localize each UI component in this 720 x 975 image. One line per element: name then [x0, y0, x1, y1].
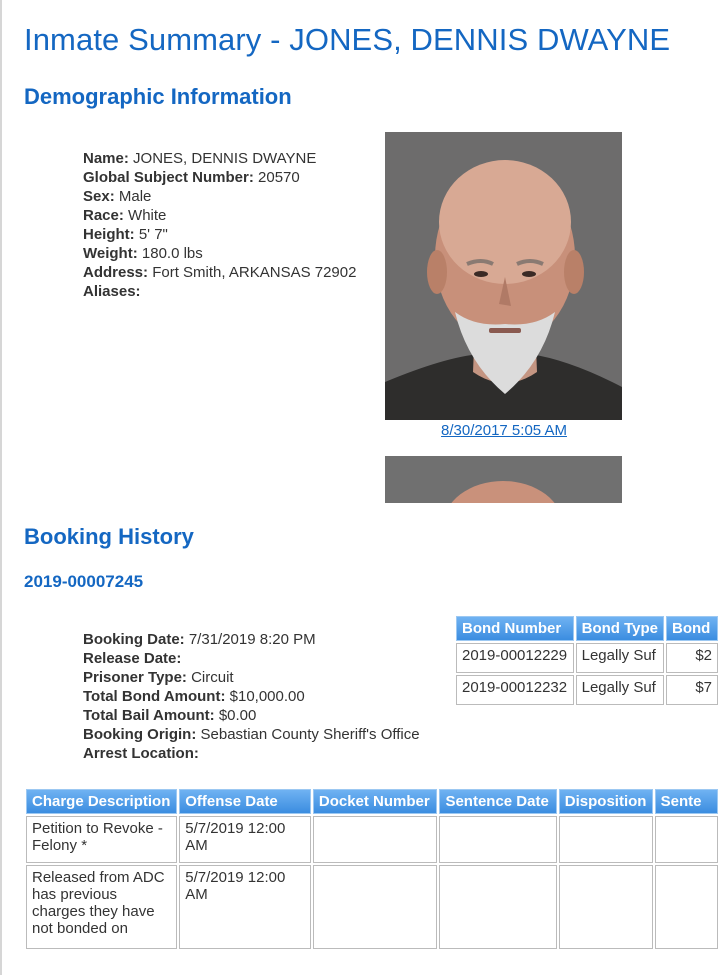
bond-number-header[interactable]: Bond Number	[456, 616, 574, 641]
sex-label: Sex:	[83, 188, 115, 205]
mugshot-container	[385, 132, 623, 439]
sex-value: Male	[118, 188, 152, 205]
prisoner-type-row	[83, 668, 420, 687]
total-bail-label: Total Bail Amount:	[83, 707, 215, 724]
charge-description-header[interactable]: Charge Description	[26, 789, 177, 814]
bond-type-cell: Legally Suf	[576, 675, 664, 705]
booking-number: 2019-00007245	[24, 572, 144, 591]
table-row	[456, 643, 718, 673]
aliases-row	[83, 282, 356, 301]
booking-origin-value: Sebastian County Sheriff's Office	[200, 726, 420, 743]
docket-number-header[interactable]: Docket Number	[313, 789, 438, 814]
booking-history-heading: Booking History	[24, 524, 194, 549]
arrest-location-row	[83, 744, 420, 763]
bond-amount-cell: $7	[666, 675, 718, 705]
total-bail-row	[83, 706, 420, 725]
table-row	[456, 675, 718, 705]
height-row	[83, 225, 356, 244]
sentence-cell	[655, 816, 718, 863]
sex-row	[83, 187, 356, 206]
mugshot-secondary-image	[385, 456, 622, 503]
prisoner-type-label: Prisoner Type:	[83, 669, 187, 686]
release-date-row	[83, 649, 420, 668]
total-bail-value: $0.00	[218, 707, 257, 724]
mugshot-photo-secondary[interactable]	[385, 456, 622, 503]
address-value: Fort Smith, ARKANSAS 72902	[152, 264, 357, 281]
sentence-date-cell	[439, 865, 556, 949]
name-row	[83, 149, 356, 168]
table-row	[26, 816, 718, 863]
demographic-heading: Demographic Information	[24, 84, 292, 109]
aliases-label: Aliases:	[83, 283, 141, 300]
bond-number-cell: 2019-00012229	[456, 643, 574, 673]
docket-number-cell	[313, 865, 438, 949]
booking-date-label: Booking Date:	[83, 631, 185, 648]
weight-row	[83, 244, 356, 263]
disposition-header[interactable]: Disposition	[559, 789, 653, 814]
offense-date-cell: 5/7/2019 12:00 AM	[179, 816, 311, 863]
address-label: Address:	[83, 264, 149, 281]
global-subject-number-row	[83, 168, 356, 187]
page-title: Inmate Summary - JONES, DENNIS DWAYNE	[24, 22, 671, 57]
disposition-cell	[559, 816, 653, 863]
global-subject-number-value: 20570	[258, 169, 300, 186]
address-row	[83, 263, 356, 282]
charge-description-cell: Petition to Revoke - Felony *	[26, 816, 177, 863]
prisoner-type-value: Circuit	[191, 669, 234, 686]
sentence-header[interactable]: Sente	[655, 789, 718, 814]
mugshot-photo[interactable]	[385, 132, 622, 420]
booking-origin-row	[83, 725, 420, 744]
total-bond-value: $10,000.00	[229, 688, 305, 705]
race-label: Race:	[83, 207, 124, 224]
global-subject-number-label: Global Subject Number:	[83, 169, 254, 186]
total-bond-row	[83, 687, 420, 706]
bond-amount-cell: $2	[666, 643, 718, 673]
height-value: 5' 7"	[138, 226, 168, 243]
table-row	[26, 865, 718, 949]
docket-number-cell	[313, 816, 438, 863]
sentence-date-header[interactable]: Sentence Date	[439, 789, 556, 814]
height-label: Height:	[83, 226, 135, 243]
bond-table-header	[456, 616, 718, 641]
weight-label: Weight:	[83, 245, 138, 262]
bond-amount-header[interactable]: Bond	[666, 616, 718, 641]
race-row	[83, 206, 356, 225]
charge-table-header	[26, 789, 718, 814]
weight-value: 180.0 lbs	[141, 245, 203, 262]
arrest-location-label: Arrest Location:	[83, 745, 199, 762]
bond-number-cell: 2019-00012232	[456, 675, 574, 705]
booking-date-value: 7/31/2019 8:20 PM	[188, 631, 316, 648]
offense-date-cell: 5/7/2019 12:00 AM	[179, 865, 311, 949]
bond-type-cell: Legally Suf	[576, 643, 664, 673]
offense-date-header[interactable]: Offense Date	[179, 789, 311, 814]
charge-description-cell: Released from ADC has previous charges they have not bonded on	[26, 865, 177, 949]
bond-table	[454, 614, 720, 707]
sentence-cell	[655, 865, 718, 949]
demographic-info	[83, 149, 356, 301]
photo-date-link[interactable]: 8/30/2017 5:05 AM	[441, 422, 567, 439]
release-date-label: Release Date:	[83, 650, 182, 667]
mugshot-image	[385, 132, 622, 420]
disposition-cell	[559, 865, 653, 949]
name-value: JONES, DENNIS DWAYNE	[133, 150, 317, 167]
total-bond-label: Total Bond Amount:	[83, 688, 226, 705]
name-label: Name:	[83, 150, 129, 167]
charge-table	[24, 787, 720, 951]
booking-date-row	[83, 630, 420, 649]
booking-info	[83, 630, 420, 763]
bond-type-header[interactable]: Bond Type	[576, 616, 664, 641]
sentence-date-cell	[439, 816, 556, 863]
booking-origin-label: Booking Origin:	[83, 726, 197, 743]
race-value: White	[128, 207, 167, 224]
